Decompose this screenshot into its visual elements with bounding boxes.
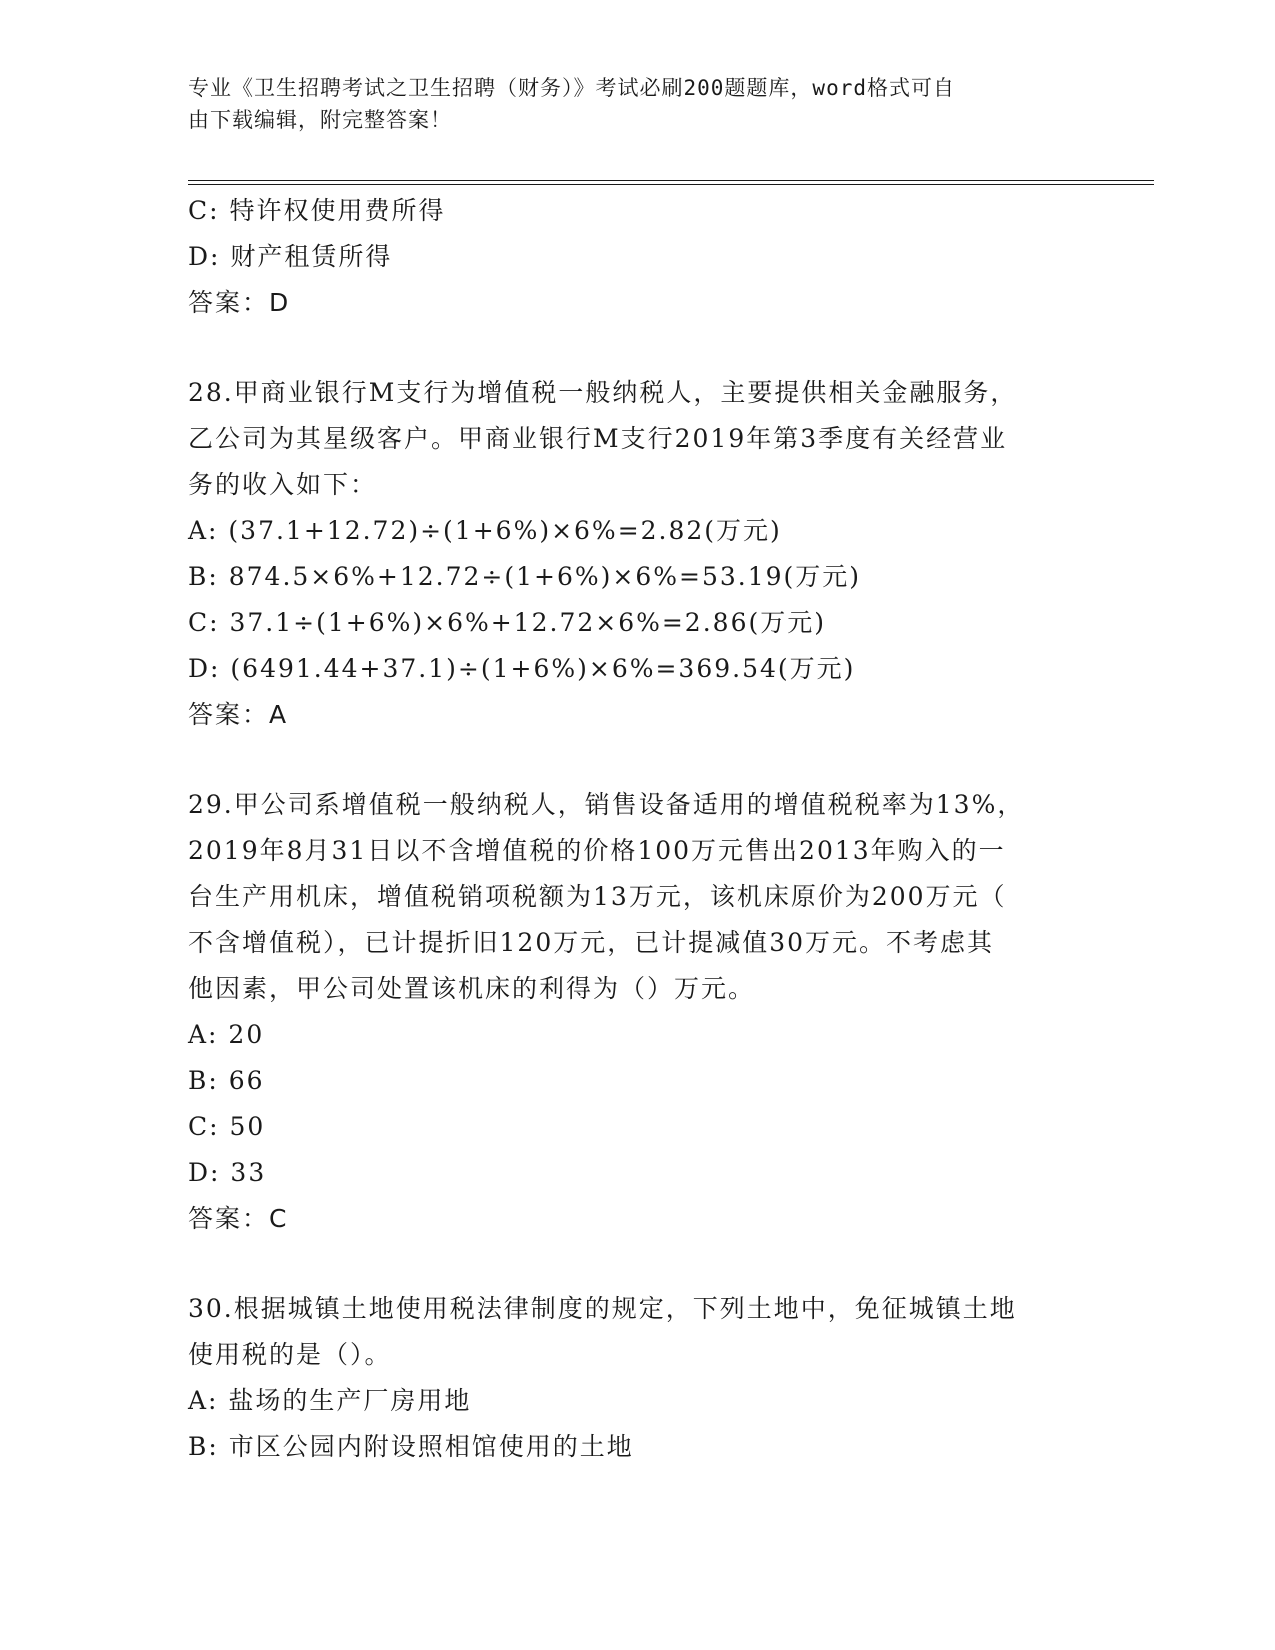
document-header: [188, 72, 1088, 136]
question-28-text-line-2: 乙公司为其星级客户。甲商业银行M支行2019年第3季度有关经营业: [188, 424, 1008, 453]
option-b: B: 市区公园内附设照相馆使用的土地: [188, 1432, 634, 1461]
question-28-text-line-1: 28.甲商业银行M支行为增值税一般纳税人，主要提供相关金融服务，: [188, 378, 1018, 407]
option-d: D: (6491.44+37.1)÷(1+6%)×6%=369.54(万元): [188, 654, 856, 683]
question-28-block: [188, 370, 1088, 738]
option-c: C: 37.1÷(1+6%)×6%+12.72×6%=2.86(万元): [188, 608, 826, 637]
option-b: B: 874.5×6%+12.72÷(1+6%)×6%=53.19(万元): [188, 562, 862, 591]
option-c: C: 50: [188, 1112, 266, 1141]
question-29-text-line-3: 台生产用机床，增值税销项税额为13万元，该机床原价为200万元（: [188, 882, 1007, 911]
header-divider-top: [188, 180, 1154, 181]
question-29-text-line-1: 29.甲公司系增值税一般纳税人，销售设备适用的增值税税率为13%，: [188, 790, 1025, 819]
question-28-text-line-3: 务的收入如下：: [188, 470, 378, 499]
spacer: [188, 738, 1088, 782]
spacer: [188, 326, 1088, 370]
answer-line: 答案：C: [188, 1204, 289, 1233]
question-30-text-line-2: 使用税的是（）。: [188, 1340, 392, 1369]
option-a: A: 20: [188, 1020, 265, 1049]
question-content: [188, 188, 1088, 1470]
question-29-text-line-2: 2019年8月31日以不含增值税的价格100万元售出2013年购入的一: [188, 836, 1006, 865]
option-d: D: 财产租赁所得: [188, 242, 393, 271]
answer-line: 答案：D: [188, 288, 291, 317]
question-29-text-line-5: 他因素，甲公司处置该机床的利得为（）万元。: [188, 974, 756, 1003]
question-29-block: [188, 782, 1088, 1242]
question-30-text-line-1: 30.根据城镇土地使用税法律制度的规定，下列土地中，免征城镇土地: [188, 1294, 1017, 1323]
prev-question-block: [188, 188, 1088, 326]
question-30-block: [188, 1286, 1088, 1470]
spacer: [188, 1242, 1088, 1286]
header-line-2: 由下载编辑，附完整答案！: [188, 108, 452, 132]
option-a: A: 盐场的生产厂房用地: [188, 1386, 472, 1415]
answer-line: 答案：A: [188, 700, 289, 729]
option-c: C: 特许权使用费所得: [188, 196, 446, 225]
option-d: D: 33: [188, 1158, 267, 1187]
option-a: A: (37.1+12.72)÷(1+6%)×6%=2.82(万元): [188, 516, 782, 545]
header-line-1: 专业《卫生招聘考试之卫生招聘（财务）》考试必刷200题题库，word格式可自: [188, 76, 955, 100]
header-divider-bottom: [188, 184, 1154, 185]
option-b: B: 66: [188, 1066, 265, 1095]
question-29-text-line-4: 不含增值税），已计提折旧120万元，已计提减值30万元。不考虑其: [188, 928, 995, 957]
